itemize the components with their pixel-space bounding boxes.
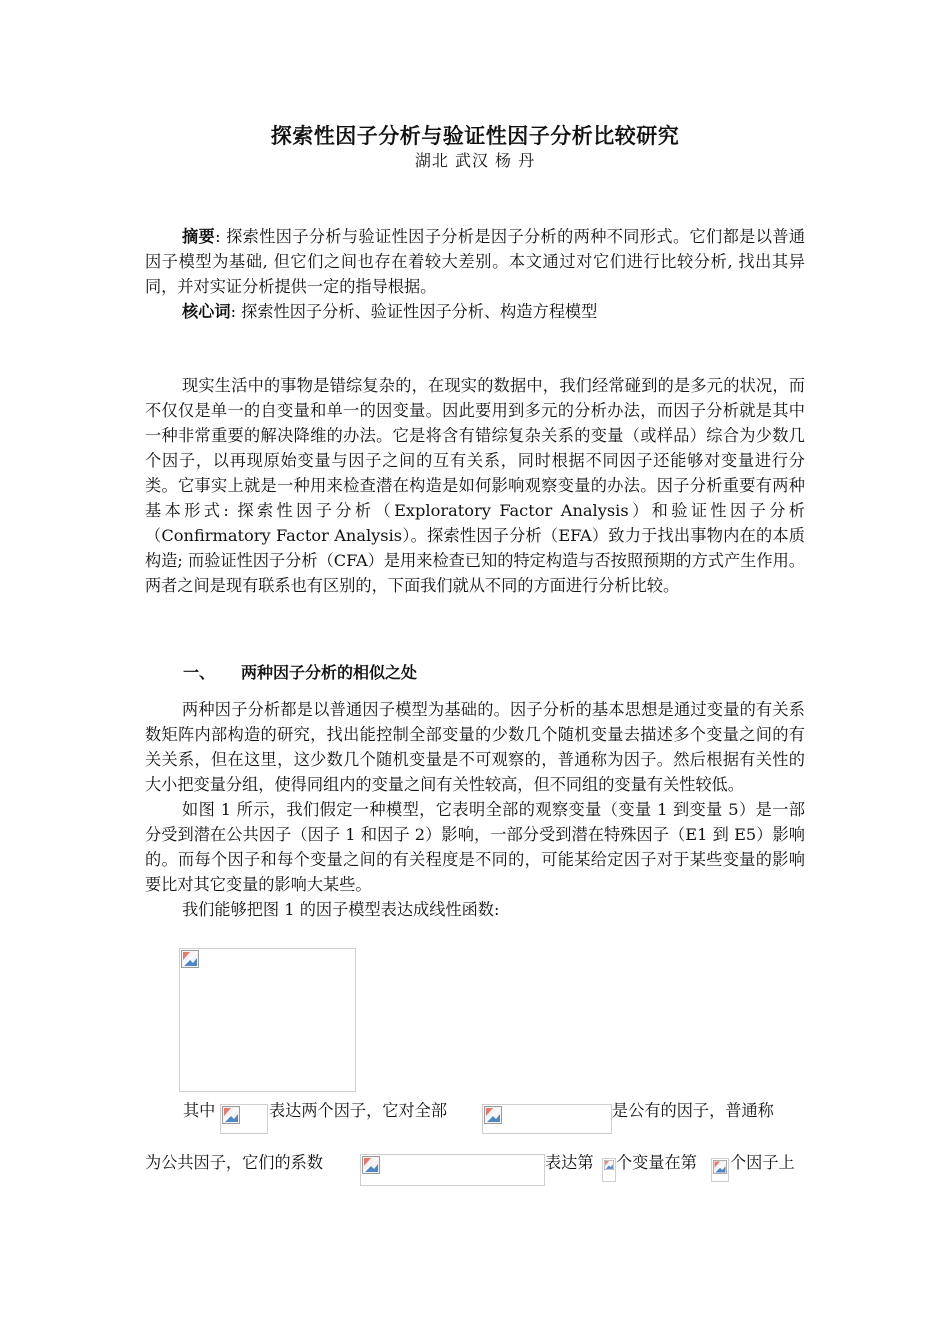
abstract-label: 摘要 (182, 227, 216, 246)
body-paragraph-1: 两种因子分析都是以普通因子模型为基础的。因子分析的基本思想是通过变量的有关系数矩阵内部构造的研究，找出能控制全部变量的少数几个随机变量去描述多个变量之间的有关关系，但在这里，这少数几个随机变量是不可观察的，普通称为因子。然后根据有关性的大小把变量分组，使得同组内的变量之间有关性较高，但不同组的变量有关性较低。 (145, 700, 805, 794)
abstract-block (145, 224, 805, 324)
broken-image-icon (362, 1156, 380, 1174)
keywords-text: 探索性因子分析、验证性因子分析、构造方程模型 (241, 302, 598, 321)
broken-image-icon (484, 1106, 502, 1124)
abstract-paragraph (145, 224, 805, 299)
intro-block (145, 373, 805, 598)
inline-formula-image (360, 1154, 545, 1186)
abstract-text: 探索性因子分析与验证性因子分析是因子分析的两种不同形式。它们都是以普通因子模型为基础, 但它们之间也存在着较大差别。本文通过对它们进行比较分析, 找出其异同，并对实证分析提供一定的指导根据。 (145, 227, 806, 296)
body-paragraph-3: 我们能够把图 1 的因子模型表达成线性函数: (182, 900, 500, 919)
broken-image-icon (604, 1160, 614, 1170)
section-number: 一、 (183, 663, 216, 682)
broken-image-icon (713, 1160, 727, 1174)
section1-body (145, 697, 805, 922)
text-fragment: 表达第 (545, 1153, 594, 1172)
keywords-paragraph (145, 299, 805, 324)
text-fragment: 表达两个因子，它对全部 (269, 1101, 448, 1120)
text-fragment: 其中 (183, 1101, 216, 1120)
figure-image-placeholder (179, 948, 356, 1092)
inline-formula-image (220, 1104, 268, 1134)
intro-paragraph: 现实生活中的事物是错综复杂的，在现实的数据中，我们经常碰到的是多元的状况，而不仅仅是单一的自变量和单一的因变量。因此要用到多元的分析办法，而因子分析就是其中一种非常重要的解决降维的办法。它是将含有错综复杂关系的变量（或样品）综合为少数几个因子，以再现原始变量与因子之间的互有关系，同时根据不同因子还能够对变量进行分类。它事实上就是一种用来检查潜在构造是如何影响观察变量的办法。因子分析重要有两种基本形式: 探索性因子分析（Exploratory Factor Analysis）和验证性因子分析（Confirmatory Factor Analysis）。探索性因子分析（EFA）致力于找出事物内在的本质构造; 而验证性因子分析（CFA）是用来检查已知的特定构造与否按照预期的方式产生作用。两者之间是现有联系也有区别的，下面我们就从不同的方面进行分析比较。 (145, 376, 805, 595)
abstract-separator: : (215, 227, 227, 246)
body-paragraph-2: 如图 1 所示，我们假定一种模型，它表明全部的观察变量（变量 1 到变量 5）是一部分受到潜在公共因子（因子 1 和因子 2）影响，一部分受到潜在特殊因子（E1 到 E5）影响的。而每个因子和每个变量之间的有关程度是不同的，可能某给定因子对于某些变量的影响要比对其它变量的影响大某些。 (145, 800, 805, 894)
inline-formula-image (602, 1158, 616, 1182)
section-title: 两种因子分析的相似之处 (241, 663, 418, 682)
text-fragment: 为公共因子，它们的系数 (145, 1153, 324, 1172)
keywords-label: 核心词 (182, 302, 231, 321)
text-fragment: 是公有的因子，普通称 (612, 1101, 774, 1120)
keywords-separator: : (230, 302, 242, 321)
inline-formula-image (482, 1104, 612, 1134)
section-heading-1 (183, 660, 417, 685)
text-fragment: 个因子上 (730, 1153, 795, 1172)
paper-title: 探索性因子分析与验证性因子分析比较研究 (270, 124, 680, 148)
inline-formula-image (711, 1158, 729, 1182)
text-fragment: 个变量在第 (616, 1153, 697, 1172)
author-line: 湖北 武汉 杨 丹 (414, 151, 536, 170)
broken-image-icon (222, 1106, 240, 1124)
broken-image-icon (181, 950, 199, 968)
